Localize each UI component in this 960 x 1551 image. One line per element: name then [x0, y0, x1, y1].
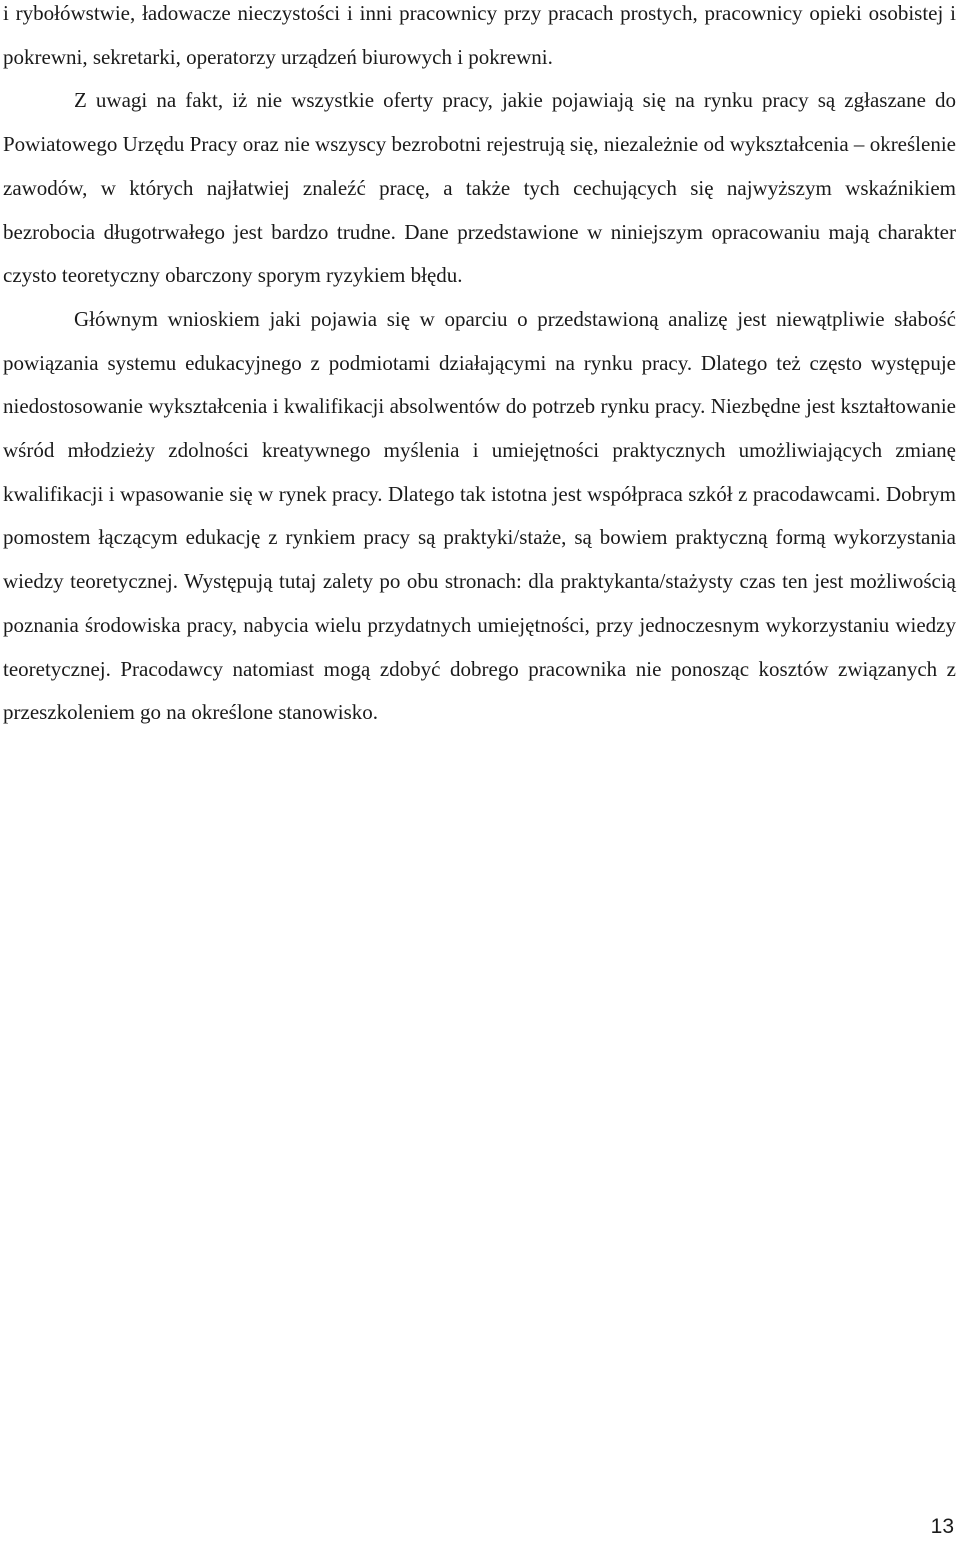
paragraph-continued: i rybołówstwie, ładowacze nieczystości i inni pracownicy przy pracach prostych, pracownicy opieki osobistej i pokrewni, sekretarki, operatorzy urządzeń biurowych i pokrewni.	[3, 1, 956, 69]
page-number: 13	[930, 1515, 954, 1538]
body-text	[3, 0, 956, 735]
paragraph-job-offers: Z uwagi na fakt, iż nie wszystkie oferty pracy, jakie pojawiają się na rynku pracy są zgłaszane do Powiatowego Urzędu Pracy oraz nie wszyscy bezrobotni rejestrują się, niezależnie od wykształcenia – określenie zawodów, w których najłatwiej znaleźć pracę, a także tych cechujących się najwyższym wskaźnikiem bezrobocia długotrwałego jest bardzo trudne. Dane przedstawione w niniejszym opracowaniu mają charakter czysto teoretyczny obarczony sporym ryzykiem błędu.	[3, 88, 956, 288]
paragraph-main-conclusion: Głównym wnioskiem jaki pojawia się w oparciu o przedstawioną analizę jest niewątpliwie słabość powiązania systemu edukacyjnego z podmiotami działającymi na rynku pracy. Dlatego też często występuje niedostosowanie wykształcenia i kwalifikacji absolwentów do potrzeb rynku pracy. Niezbędne jest kształtowanie wśród młodzieży zdolności kreatywnego myślenia i umiejętności praktycznych umożliwiających zmianę kwalifikacji i wpasowanie się w rynek pracy. Dlatego tak istotna jest współpraca szkół z pracodawcami. Dobrym pomostem łączącym edukację z rynkiem pracy są praktyki/staże, są bowiem praktyczną formą wykorzystania wiedzy teoretycznej. Występują tutaj zalety po obu stronach: dla praktykanta/stażysty czas ten jest możliwością poznania środowiska pracy, nabycia wielu przydatnych umiejętności, przy jednoczesnym wykorzystaniu wiedzy teoretycznej. Pracodawcy natomiast mogą zdobyć dobrego pracownika nie ponosząc kosztów związanych z przeszkoleniem go na określone stanowisko.	[3, 306, 956, 725]
